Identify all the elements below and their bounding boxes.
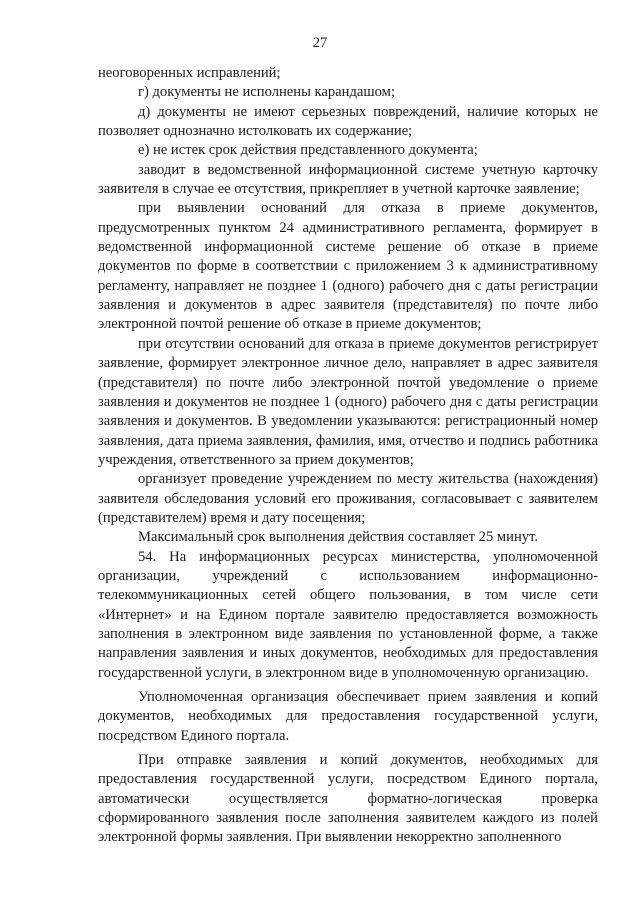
paragraph-10: 54. На информационных ресурсах министерства, уполномоченной организации, учреждений с использованием информационно-телекоммуникационных сетей общего пользования, в том числе сети «Интернет» и на Едином портале заявителю предоставляется возможность заполнения в электронном виде заявления по установленной форме, а также направления заявления и иных документов, необходимых для предоставления государственной услуги, в электронном виде в уполномоченную организацию. bbox=[98, 548, 598, 681]
paragraph-12: При отправке заявления и копий документов, необходимых для предоставления государственной услуги, посредством Единого портала, автоматически осуществляется форматно-логическая проверка сформированного заявления после заполнения заявителем каждого из полей электронной формы заявления. При выявлении некорректно заполненного bbox=[98, 752, 598, 846]
paragraph-8: организует проведение учреждением по месту жительства (нахождения) заявителя обследования условий его проживания, согласовывает с заявителем (представителем) время и дату посещения; bbox=[98, 471, 598, 526]
paragraph-4: е) не истек срок действия представленного документа; bbox=[138, 142, 478, 159]
paragraph-9: Максимальный срок выполнения действия составляет 25 минут. bbox=[138, 529, 538, 546]
paragraph-11: Уполномоченная организация обеспечивает прием заявления и копий документов, необходимых для предоставления государственной услуги, посредством Единого портала. bbox=[98, 689, 598, 744]
document-body bbox=[98, 64, 598, 848]
paragraph-3: д) документы не имеют серьезных повреждений, наличие которых не позволяет однозначно истолковать их содержание; bbox=[98, 103, 598, 140]
paragraph-1: неоговоренных исправлений; bbox=[98, 65, 281, 81]
paragraph-7: при отсутствии оснований для отказа в приеме документов регистрирует заявление, формирует электронное личное дело, направляет в адрес заявителя (представителя) по почте либо электронной почтой уведомление о приеме заявления и документов не позднее 1 (одного) рабочего дня с даты регистрации заявления и документов. В уведомлении указываются: регистрационный номер заявления, дата приема заявления, фамилия, имя, отчество и подпись работника учреждения, ответственного за прием документов; bbox=[98, 335, 598, 468]
paragraph-6: при выявлении оснований для отказа в приеме документов, предусмотренных пунктом 24 административного регламента, формирует в ведомственной информационной системе решение об отказе в приеме документов по форме в соответствии с приложением 3 к административному регламенту, направляет не позднее 1 (одного) рабочего дня с даты регистрации заявления и документов в адрес заявителя (представителя) по почте либо электронной почтой решение об отказе в приеме документов; bbox=[98, 200, 598, 333]
paragraph-5: заводит в ведомственной информационной системе учетную карточку заявителя в случае ее отсутствия, прикрепляет в учетной карточке заявление; bbox=[98, 161, 598, 198]
paragraph-2: г) документы не исполнены карандашом; bbox=[138, 84, 395, 101]
page-number: 27 bbox=[312, 35, 328, 51]
